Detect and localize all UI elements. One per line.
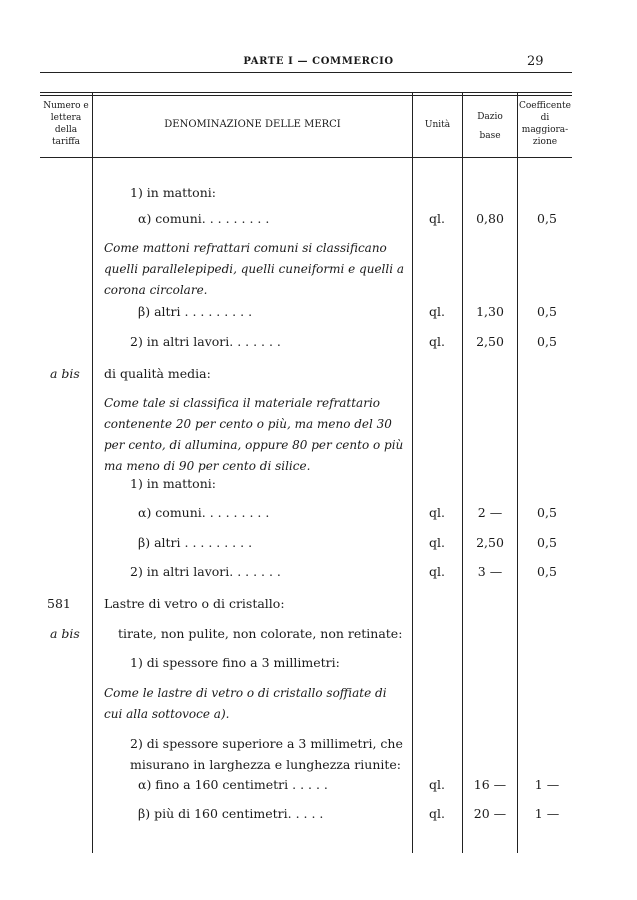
row-note: Come mattoni refrattari comuni si classificano quelli parallelepipedi, quelli cuneiformi e quelli a corona circolare. bbox=[104, 241, 405, 297]
row-label: a bis bbox=[50, 366, 80, 381]
row-coef: 0,5 bbox=[537, 564, 557, 579]
row-text: 2) in altri lavori. . . . . . . bbox=[130, 564, 281, 579]
row-coef: 0,5 bbox=[537, 535, 557, 550]
row-text: 2) in altri lavori. . . . . . . bbox=[130, 334, 281, 349]
row-unit: ql. bbox=[429, 535, 445, 550]
column-divider-4 bbox=[517, 93, 518, 853]
row-text: 1) in mattoni: bbox=[130, 476, 216, 491]
column-header-unita: Unità bbox=[424, 120, 451, 130]
row-dazio: 2,50 bbox=[476, 334, 504, 349]
row-text: β) altri . . . . . . . . . bbox=[138, 535, 253, 550]
column-header-dazio: Dazio base bbox=[477, 112, 503, 141]
row-text: tirate, non pulite, non colorate, non retinate: bbox=[118, 626, 403, 641]
row-text: 1) di spessore fino a 3 millimetri: bbox=[130, 655, 340, 670]
row-unit: ql. bbox=[429, 334, 445, 349]
row-text: β) altri . . . . . . . . . bbox=[138, 304, 253, 319]
column-divider-3 bbox=[462, 93, 463, 853]
row-text: β) più di 160 centimetri. . . . . bbox=[138, 806, 324, 821]
row-text: α) comuni. . . . . . . . . bbox=[138, 505, 270, 520]
row-dazio: 2,50 bbox=[476, 535, 504, 550]
row-coef: 0,5 bbox=[537, 304, 557, 319]
row-unit: ql. bbox=[429, 211, 445, 226]
row-dazio: 20 — bbox=[473, 806, 507, 821]
row-unit: ql. bbox=[429, 564, 445, 579]
row-coef: 1 — bbox=[534, 777, 560, 792]
row-dazio: 16 — bbox=[473, 777, 507, 792]
row-dazio: 0,80 bbox=[476, 211, 504, 226]
row-unit: ql. bbox=[429, 806, 445, 821]
row-coef: 1 — bbox=[534, 806, 560, 821]
row-text: 1) in mattoni: bbox=[130, 185, 216, 200]
row-label: a bis bbox=[50, 626, 80, 641]
row-text: Lastre di vetro o di cristallo: bbox=[104, 596, 285, 611]
row-unit: ql. bbox=[429, 777, 445, 792]
table-top-rule-2 bbox=[40, 95, 572, 96]
column-header-coefficiente: Coefficente di maggiora-zione bbox=[518, 101, 571, 147]
table-top-rule-1 bbox=[40, 92, 572, 93]
column-header-denominazione: DENOMINAZIONE DELLE MERCI bbox=[164, 119, 341, 130]
column-divider-2 bbox=[412, 93, 413, 853]
column-divider-1 bbox=[92, 93, 93, 853]
column-header-bottom-rule bbox=[40, 157, 572, 158]
header-rule bbox=[40, 72, 572, 73]
row-dazio: 2 — bbox=[477, 505, 503, 520]
row-dazio: 1,30 bbox=[476, 304, 504, 319]
row-unit: ql. bbox=[429, 505, 445, 520]
row-note: Come le lastre di vetro o di cristallo soffiate di cui alla sottovoce a). bbox=[104, 686, 387, 721]
row-note: Come tale si classifica il materiale refrattario contenente 20 per cento o più, ma meno del 30 per cento, di allumina, oppure 80 per cento o più ma meno di 90 per cento di silice. bbox=[104, 396, 404, 473]
row-dazio: 3 — bbox=[477, 564, 503, 579]
row-unit: ql. bbox=[429, 304, 445, 319]
column-header-numero: Numero e lettera della tariffa bbox=[43, 101, 89, 147]
row-text: α) fino a 160 centimetri . . . . . bbox=[138, 777, 328, 792]
row-coef: 0,5 bbox=[537, 505, 557, 520]
running-header-title: PARTE I — COMMERCIO bbox=[243, 56, 394, 67]
row-text: 2) di spessore superiore a 3 millimetri, che misurano in larghezza e lunghezza riunite: bbox=[130, 736, 403, 772]
row-coef: 0,5 bbox=[537, 211, 557, 226]
row-text: α) comuni. . . . . . . . . bbox=[138, 211, 270, 226]
row-label: 581 bbox=[47, 596, 71, 611]
row-coef: 0,5 bbox=[537, 334, 557, 349]
row-text: di qualità media: bbox=[104, 366, 211, 381]
page-number: 29 bbox=[527, 54, 544, 69]
